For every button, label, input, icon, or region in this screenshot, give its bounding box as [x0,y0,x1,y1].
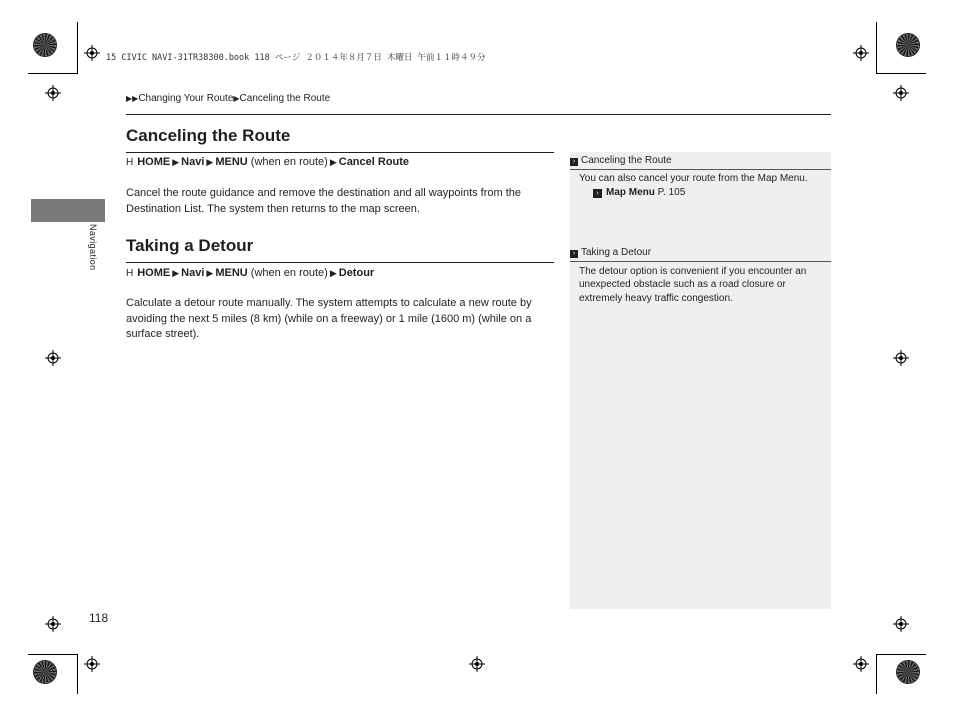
breadcrumb-level1[interactable]: Changing Your Route [138,93,234,104]
menu-path-step: MENU [215,267,248,279]
sidebar-notes-panel [570,152,831,609]
menu-path-step: HOME [137,156,171,168]
menu-path-note: (when en route) [247,267,328,279]
menu-path-step: MENU [215,156,248,168]
section-body: Cancel the route guidance and remove the destination and all waypoints from the Destination List. The system then returns to the map screen. [126,187,522,215]
menu-path [126,156,409,168]
right-triangle-icon: ▶ [329,268,337,278]
menu-path-step: Navi [181,156,205,168]
printer-rosette-icon [34,661,56,683]
registration-mark-icon [893,350,909,366]
right-triangle-icon: ▶ [172,157,180,167]
note-title [570,155,672,166]
page-number: 118 [89,611,109,625]
note-title [570,247,651,258]
breadcrumb-level2[interactable]: Canceling the Route [239,93,331,104]
registration-mark-icon [469,656,485,672]
note-rule [570,169,831,170]
double-right-triangle-icon: ▶▶ [126,94,139,103]
menu-path-step: Cancel Route [338,156,410,168]
note-xref[interactable] [593,186,685,199]
registration-mark-icon [893,85,909,101]
registration-mark-icon [853,45,869,61]
section-body: Calculate a detour route manually. The system attempts to calculate a new route by avoiding the next 5 miles (8 km) (while on a freeway) or 1 mile (1600 m) (while on a surface street). [126,297,532,341]
note-rule [570,261,831,262]
note-body: You can also cancel your route from the Map Menu. [579,173,808,184]
print-header: 15 CIVIC NAVI-31TR38300.book 118 ページ ２０１４年８月７日 木曜日 午前１１時４９分 [106,53,486,63]
registration-mark-icon [45,350,61,366]
note-title-text: Taking a Detour [581,247,652,258]
printer-rosette-icon [897,661,919,683]
section-rule [126,152,554,153]
side-tab [31,199,105,222]
note-body: The detour option is convenient if you encounter an unexpected obstacle such as a road closure or extremely heavy traffic congestion. [579,266,807,304]
note-marker-icon: › [570,158,578,166]
right-triangle-icon: ▶ [233,94,240,103]
section-rule [126,262,554,263]
registration-mark-icon [893,616,909,632]
printer-rosette-icon [34,34,56,56]
section-title: Taking a Detour [126,236,254,255]
registration-mark-icon [84,656,100,672]
right-triangle-icon: ▶ [206,157,214,167]
menu-path [126,267,374,279]
note-title-text: Canceling the Route [581,155,672,166]
registration-mark-icon [84,45,100,61]
section-title: Canceling the Route [126,126,291,145]
xref-label[interactable]: Map Menu [606,187,655,198]
printer-rosette-icon [897,34,919,56]
menu-path-note: (when en route) [247,156,328,168]
registration-mark-icon [45,616,61,632]
cross-reference-icon: › [593,189,602,198]
menu-path-step: Navi [181,267,205,279]
right-triangle-icon: ▶ [172,268,180,278]
registration-mark-icon [853,656,869,672]
menu-button-icon: H [126,268,134,279]
xref-page[interactable]: P. 105 [657,187,686,198]
right-triangle-icon: ▶ [206,268,214,278]
right-triangle-icon: ▶ [329,157,337,167]
registration-mark-icon [45,85,61,101]
menu-button-icon: H [126,157,134,168]
breadcrumb [126,93,330,104]
menu-path-step: Detour [338,267,375,279]
note-marker-icon: › [570,250,578,258]
header-rule [126,114,831,115]
side-tab-label: Navigation [88,224,98,271]
menu-path-step: HOME [137,267,171,279]
